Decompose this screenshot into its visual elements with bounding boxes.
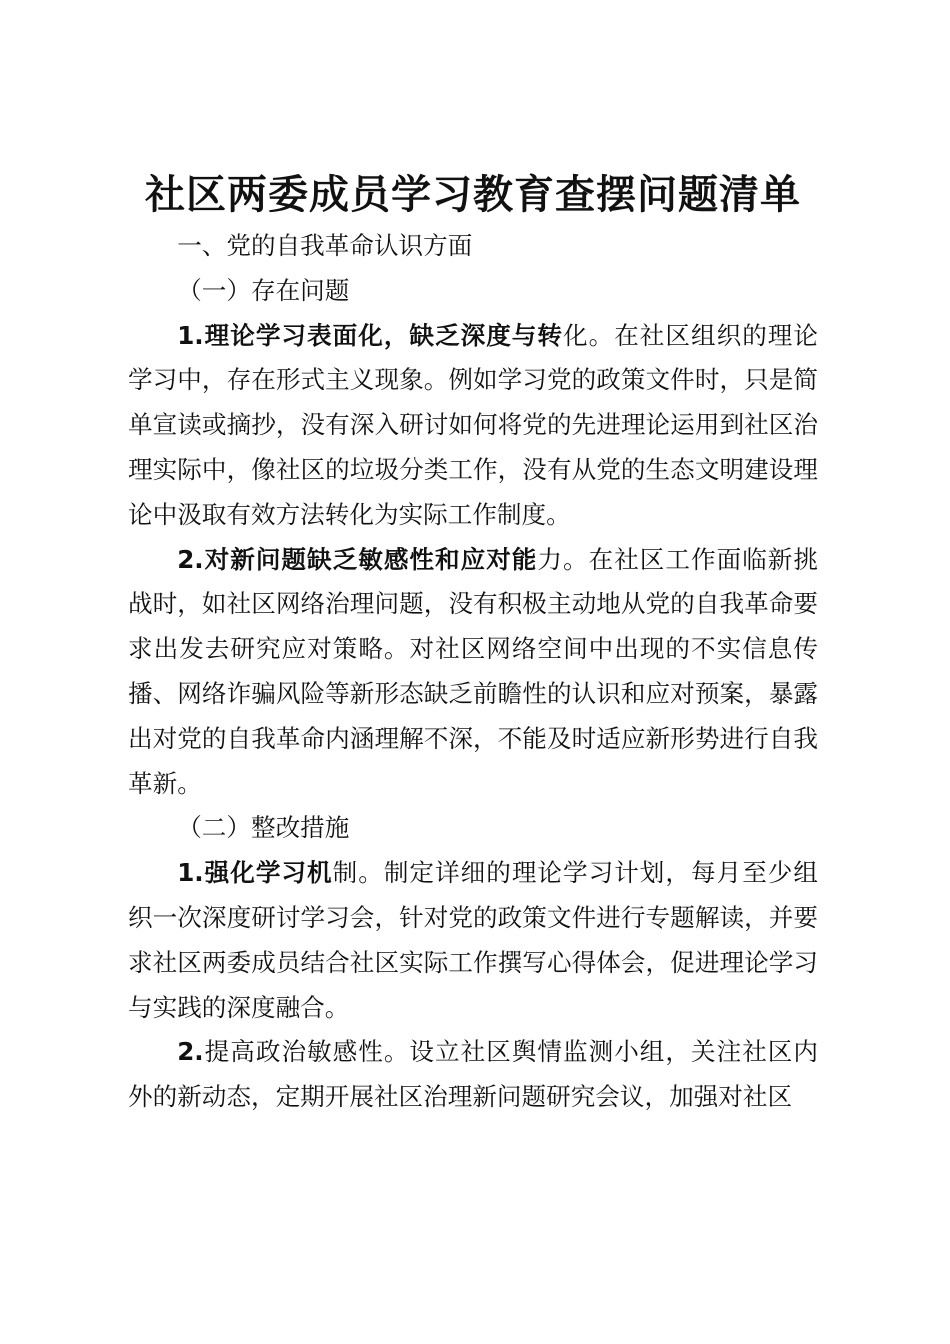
measure-paragraph-1: [128, 851, 818, 1030]
problem-1-lead: 1.理论学习表面化，缺乏深度与转: [177, 320, 564, 350]
measure-2-text: 提高政治敏感性。设立社区舆情监测小组，关注社区内外的新动态，定期开展社区治理新问题研究会议，加强对社区: [128, 1037, 818, 1112]
measure-2-lead: 2.: [177, 1037, 204, 1067]
problem-2-text: 力。在社区工作面临新挑战时，如社区网络治理问题，没有积极主动地从党的自我革命要求出发去研究应对策略。对社区网络空间中出现的不实信息传播、网络诈骗风险等新形态缺乏前瞻性的认识和应对预案，暴露出对党的自我革命内涵理解不深，不能及时适应新形势进行自我革新。: [128, 544, 818, 798]
problem-1-text: 化。在社区组织的理论学习中，存在形式主义现象。例如学习党的政策文件时，只是简单宣读或摘抄，没有深入研讨如何将党的先进理论运用到社区治理实际中，像社区的垃圾分类工作，没有从党的生态文明建设理论中汲取有效方法转化为实际工作制度。: [128, 320, 818, 529]
measure-paragraph-2: [128, 1030, 818, 1120]
document-title: 社区两委成员学习教育查摆问题清单: [145, 171, 801, 218]
section-heading: 一、党的自我革命认识方面: [177, 231, 473, 260]
document-body: [128, 224, 818, 1120]
measure-1-lead: 1.强化学习机: [177, 858, 333, 888]
subsection-heading-measures: （二）整改措施: [177, 813, 350, 843]
problem-paragraph-1: [128, 314, 818, 538]
problem-2-lead: 2.对新问题缺乏敏感性和应对能: [177, 544, 538, 574]
subsection-heading-problems: （一）存在问题: [177, 275, 350, 305]
measure-1-text: 制。制定详细的理论学习计划，每月至少组织一次深度研讨学习会，针对党的政策文件进行专题解读，并要求社区两委成员结合社区实际工作撰写心得体会，促进理论学习与实践的深度融合。: [128, 858, 818, 1022]
problem-paragraph-2: [128, 538, 818, 807]
